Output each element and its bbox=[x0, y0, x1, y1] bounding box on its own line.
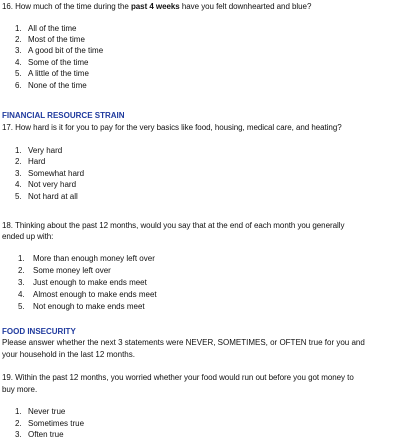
option-number: 4. bbox=[18, 290, 25, 299]
question-16-emphasis: past 4 weeks bbox=[130, 2, 180, 11]
option-label: Somewhat hard bbox=[28, 169, 85, 178]
question-16 bbox=[2, 1, 311, 12]
option-number: 1. bbox=[15, 24, 22, 33]
option-number: 3. bbox=[15, 46, 22, 55]
question-18-line-2: ended up with: bbox=[2, 232, 54, 241]
option-label: None of the time bbox=[28, 81, 87, 90]
option-label: Just enough to make ends meet bbox=[33, 278, 147, 287]
option-number: 1. bbox=[18, 254, 25, 263]
option-label: Hard bbox=[28, 157, 46, 166]
option-number: 3. bbox=[15, 430, 22, 439]
question-19-line-2: buy more. bbox=[2, 385, 38, 394]
option-number: 6. bbox=[15, 81, 22, 90]
option-number: 2. bbox=[18, 266, 25, 275]
option-label: Not hard at all bbox=[28, 192, 78, 201]
option-number: 3. bbox=[18, 278, 25, 287]
section-heading-food: FOOD INSECURITY bbox=[2, 327, 76, 336]
option-number: 4. bbox=[15, 58, 22, 67]
food-intro-line-1: Please answer whether the next 3 statements were NEVER, SOMETIMES, or OFTEN true for you and bbox=[2, 338, 365, 347]
option-number: 5. bbox=[15, 69, 22, 78]
question-16-text-start: 16. How much of the time during the bbox=[2, 2, 131, 11]
option-label: Some money left over bbox=[33, 266, 111, 275]
option-number: 5. bbox=[15, 192, 22, 201]
question-17: 17. How hard is it for you to pay for the very basics like food, housing, medical care, and heating? bbox=[2, 123, 342, 132]
option-label: Sometimes true bbox=[28, 419, 85, 428]
question-18-line-1: 18. Thinking about the past 12 months, would you say that at the end of each month you generally bbox=[2, 221, 345, 230]
option-number: 3. bbox=[15, 169, 22, 178]
option-label: Never true bbox=[28, 407, 66, 416]
option-label: A good bit of the time bbox=[28, 46, 104, 55]
option-label: All of the time bbox=[28, 24, 77, 33]
option-label: Some of the time bbox=[28, 58, 89, 67]
question-16-text-end: have you felt downhearted and blue? bbox=[179, 2, 312, 11]
option-label: Often true bbox=[28, 430, 64, 439]
food-intro-line-2: your household in the last 12 months. bbox=[2, 350, 135, 359]
option-label: Very hard bbox=[28, 146, 63, 155]
option-number: 1. bbox=[15, 146, 22, 155]
option-label: Not enough to make ends meet bbox=[33, 302, 145, 311]
option-number: 1. bbox=[15, 407, 22, 416]
option-number: 5. bbox=[18, 302, 25, 311]
option-label: Not very hard bbox=[28, 180, 77, 189]
section-heading-financial: FINANCIAL RESOURCE STRAIN bbox=[2, 111, 125, 120]
option-number: 4. bbox=[15, 180, 22, 189]
option-number: 2. bbox=[15, 419, 22, 428]
option-label: More than enough money left over bbox=[33, 254, 155, 263]
option-label: A little of the time bbox=[28, 69, 89, 78]
question-19-line-1: 19. Within the past 12 months, you worried whether your food would run out before you got money to bbox=[2, 373, 354, 382]
option-label: Almost enough to make ends meet bbox=[33, 290, 157, 299]
option-label: Most of the time bbox=[28, 35, 85, 44]
option-number: 2. bbox=[15, 157, 22, 166]
option-number: 2. bbox=[15, 35, 22, 44]
